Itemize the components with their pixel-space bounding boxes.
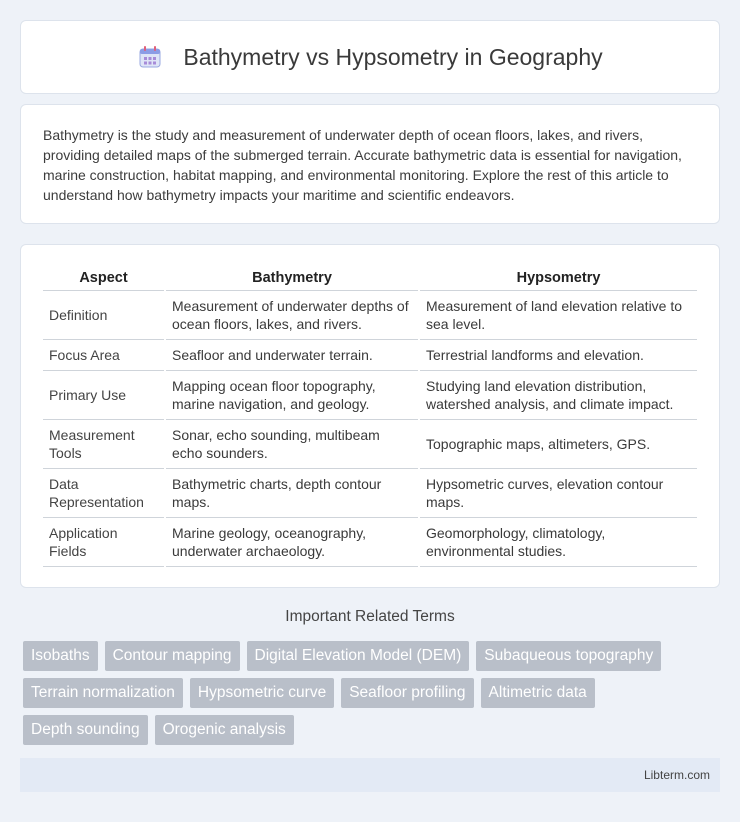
intro-card <box>20 104 720 224</box>
related-term-tag[interactable]: Hypsometric curve <box>190 678 334 708</box>
header-card <box>20 20 720 94</box>
row-hypsometry: Studying land elevation distribution, watershed analysis, and climate impact. <box>420 371 697 420</box>
table-row <box>43 420 697 469</box>
comparison-table <box>41 265 699 567</box>
related-term-tag[interactable]: Digital Elevation Model (DEM) <box>247 641 470 671</box>
footer <box>20 758 720 792</box>
comparison-table-card <box>20 244 720 588</box>
footer-brand-link[interactable]: Libterm.com <box>643 768 710 782</box>
related-terms-title: Important Related Terms <box>285 608 455 625</box>
row-hypsometry: Hypsometric curves, elevation contour maps. <box>420 469 697 518</box>
row-bathymetry: Seafloor and underwater terrain. <box>166 340 418 371</box>
table-row <box>43 518 697 567</box>
row-bathymetry: Bathymetric charts, depth contour maps. <box>166 469 418 518</box>
calendar-icon <box>137 44 163 70</box>
header-bathymetry: Bathymetry <box>166 265 418 291</box>
table-header-row <box>43 265 697 291</box>
intro-text: Bathymetry is the study and measurement of underwater depth of ocean floors, lakes, and rivers, providing detailed maps of the submerged terrain. Accurate bathymetric data is essential for navigation, marine construction, habitat mapping, and environmental monitoring. Explore the rest of this article to understand how bathymetry impacts your maritime and scientific endeavors. <box>43 127 682 203</box>
table-row <box>43 340 697 371</box>
row-bathymetry: Marine geology, oceanography, underwater archaeology. <box>166 518 418 567</box>
row-bathymetry: Mapping ocean floor topography, marine navigation, and geology. <box>166 371 418 420</box>
row-bathymetry: Measurement of underwater depths of ocean floors, lakes, and rivers. <box>166 291 418 340</box>
related-term-tag[interactable]: Contour mapping <box>105 641 240 671</box>
header-hypsometry: Hypsometry <box>420 265 697 291</box>
row-aspect: Measurement Tools <box>43 420 164 469</box>
row-hypsometry: Topographic maps, altimeters, GPS. <box>420 420 697 469</box>
related-term-tag[interactable]: Altimetric data <box>481 678 595 708</box>
row-hypsometry: Measurement of land elevation relative to sea level. <box>420 291 697 340</box>
row-hypsometry: Terrestrial landforms and elevation. <box>420 340 697 371</box>
row-aspect: Definition <box>43 291 164 340</box>
related-term-tag[interactable]: Subaqueous topography <box>476 641 661 671</box>
table-row <box>43 291 697 340</box>
row-aspect: Primary Use <box>43 371 164 420</box>
row-aspect: Focus Area <box>43 340 164 371</box>
table-row <box>43 469 697 518</box>
related-term-tag[interactable]: Terrain normalization <box>23 678 183 708</box>
related-terms-list <box>23 641 723 752</box>
related-term-tag[interactable]: Seafloor profiling <box>341 678 473 708</box>
related-term-tag[interactable]: Depth sounding <box>23 715 148 745</box>
row-aspect: Data Representation <box>43 469 164 518</box>
header-aspect: Aspect <box>43 265 164 291</box>
row-hypsometry: Geomorphology, climatology, environmental studies. <box>420 518 697 567</box>
row-aspect: Application Fields <box>43 518 164 567</box>
related-term-tag[interactable]: Isobaths <box>23 641 98 671</box>
table-row <box>43 371 697 420</box>
row-bathymetry: Sonar, echo sounding, multibeam echo sounders. <box>166 420 418 469</box>
related-term-tag[interactable]: Orogenic analysis <box>155 715 294 745</box>
page-title: Bathymetry vs Hypsometry in Geography <box>183 43 603 70</box>
